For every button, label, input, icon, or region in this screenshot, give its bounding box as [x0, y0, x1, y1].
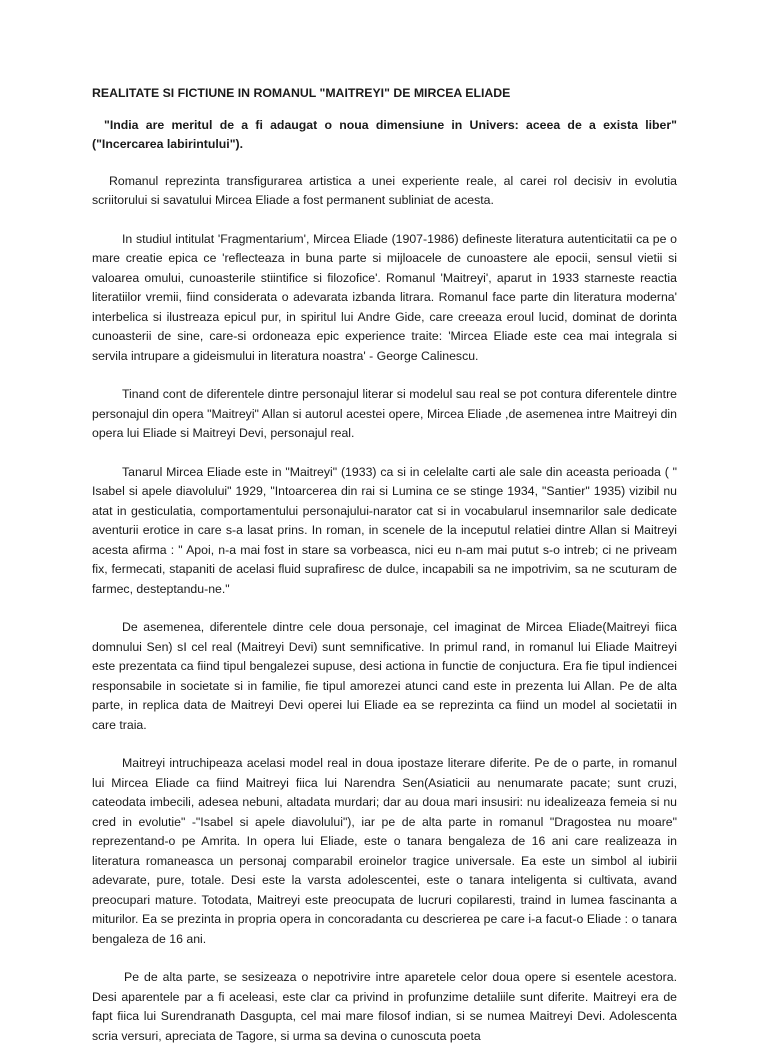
paragraph-3: Tinand cont de diferentele dintre personajul literar si modelul sau real se pot contura diferentele dintre personajul din opera "Maitreyi" Allan si autorul acestei opere, Mircea Eliade ,de asemenea intre Maitreyi din opera lui Eliade si Maitreyi Devi, personajul real.	[92, 387, 677, 440]
epigraph-quote: "India are meritul de a fi adaugat o noua dimensiune in Univers: aceea de a exista liber" ("Incercarea labirintului").	[92, 117, 677, 151]
paragraph-6: Maitreyi intruchipeaza acelasi model real in doua ipostaze literare diferite. Pe de o parte, in romanul lui Mircea Eliade ca fiind Maitreyi fiica lui Narendra Sen(Asiaticii au nenumarate pacate; sunt cruzi, cateodata imbecili, adesea nebuni, altadata murdari; dar au doua mari insusiri: nu idealizeaza femeia si nu cred in evolutie" -"Isabel si apele diavolului"), iar pe de alta parte in romanul "Dragostea nu moare" reprezentand-o pe Amrita. In opera lui Eliade, este o tanara bengaleza de 16 ani care realizeaza in literatura romaneasca un personaj comparabil eroinelor tragice universale. Ea este un simbol al iubirii adevarate, pure, totale. Desi este la varsta adolescentei, este o tanara inteligenta si cultivata, avand preocupari mature. Totodata, Maitreyi este preocupata de lucruri copilaresti, traind in lumea fascinanta a miturilor. Ea se prezinta in propria opera in concoradanta cu descrierea pe care i-a facut-o Eliade : o tanara bengaleza de 16 ani.	[92, 756, 677, 946]
paragraph-1: Romanul reprezinta transfigurarea artistica a unei experiente reale, al carei rol decisiv in evolutia scriitorului si savatului Mircea Eliade a fost permanent subliniat de acesta.	[92, 173, 677, 207]
document-title: REALITATE SI FICTIUNE IN ROMANUL "MAITREYI" DE MIRCEA ELIADE	[92, 86, 511, 100]
paragraph-5: De asemenea, diferentele dintre cele doua personaje, cel imaginat de Mircea Eliade(Maitreyi fiica domnului Sen) sI cel real (Maitreyi Devi) sunt semnificative. In primul rand, in romanul lui Eliade Maitreyi este prezentata ca fiind tipul bengalezei supuse, desi actiona in functie de conjuctura. Era fie tipul indiencei responsabile in societate si in familie, fie tipul amorezei atunci cand este in prezenta lui Allan. Pe de alta parte, in replica data de Maitreyi Devi operei lui Eliade ea se reprezinta ca fiind un model al societatii in care traia.	[92, 620, 677, 732]
paragraph-2: In studiul intitulat 'Fragmentarium', Mircea Eliade (1907-1986) defineste literatura autenticitatii ca pe o mare creatie epica ce 'reflecteaza in buna parte si mijloacele de cunoastere ale epocii, sensul vietii si valoarea omului, cunoasterile stiintifice si filozofice'. Romanul 'Maitreyi', aparut in 1933 starneste reactia literatiilor vremii, fiind considerata o adevarata izbanda litrara. Romanul face parte din literatura moderna' interbelica si ilustreaza epicul pur, in spiritul lui Andre Gide, care creeaza eroul lucid, dominat de dorinta cunoasterii de sine, care-si ordoneaza epic experience traite: 'Mircea Eliade este cea mai integrala si servila intrupare a gideismului in literatura noastra' - George Calinescu.	[92, 231, 677, 363]
paragraph-7: Pe de alta parte, se sesizeaza o nepotrivire intre aparetele celor doua opere si esentele acestora. Desi aparentele par a fi aceleasi, este clar ca privind in profunzime detaliile sunt diferite. Maitreyi era de fapt fiica lui Surendranath Dasgupta, cel mai mare filosof indian, si se numea Maitreyi Devi. Adolescenta scria versuri, apreciata de Tagore, si urma sa devina o cunoscuta poeta	[92, 970, 677, 1043]
paragraph-4: Tanarul Mircea Eliade este in "Maitreyi" (1933) ca si in celelalte carti ale sale din aceasta perioada ( " Isabel si apele diavolului" 1929, "Intoarcerea din rai si Lumina ce se stinge 1934, "Santier" 1935) vizibil nu atat in gesticulatia, comportamentului personajului-narator cat si in vocabularul insemnarilor sale dedicate aventurii erotice in care s-a lasat prins. In roman, in scenele de la inceputul relatiei dintre Allan si Maitreyi acesta afirma : " Apoi, n-a mai fost in stare sa vorbeasca, nici eu n-am mai putut s-o intreb; ci ne priveam fix, fermecati, stapaniti de acelasi fluid suprafiresc de dulce, incapabili sa ne impotrivim, sa ne scuturam de farmec, desteptandu-ne."	[92, 464, 677, 596]
document-body	[92, 84, 677, 1046]
